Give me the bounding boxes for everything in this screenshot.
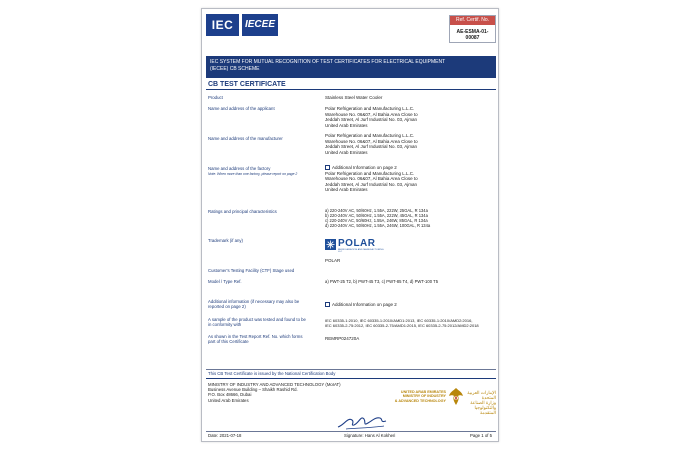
address-line: Polar Refrigeration and Manufacturing L.L.C. (325, 106, 415, 111)
standards-list (325, 318, 495, 328)
issued-by-statement: This CB Test Certificate is issued by the National Certification Body (208, 371, 336, 376)
checkbox-icon (325, 302, 330, 307)
factory-additional-info: Additional Information on page 2 (325, 165, 495, 171)
additional-info-label: Additional information (if necessary may also be reported on page 2) (208, 299, 300, 309)
signature-label: Signature: Hans Al Kokheri (344, 433, 396, 438)
ctf-label: Customer's Testing Facility (CTF) Stage used (208, 268, 295, 273)
banner-line-2: (IECEE) CB SCHEME (210, 66, 260, 72)
certificate-title: CB TEST CERTIFICATE (206, 80, 496, 90)
product-label: Product (208, 95, 223, 100)
ref-certificate-label: Ref. Certif. No. (450, 16, 495, 25)
address-line: Jeddah Street, Al Jurf Industrial No. 03, Ajman (325, 181, 418, 187)
address-line: United Arab Emirates (325, 122, 368, 128)
polar-logo (325, 239, 387, 251)
factory-block (325, 165, 495, 193)
polar-code: POLAR (325, 258, 341, 263)
divider (206, 369, 496, 370)
ratings-list (325, 208, 495, 228)
scheme-banner (206, 56, 496, 78)
certificate-date: Date: 2021-07-18 (208, 433, 242, 438)
handwritten-signature (336, 411, 390, 431)
address-line: Polar Refrigeration and Manufacturing L.L.C. (325, 170, 415, 176)
rating-item: b) 220-240V AC, 50/60Hz, 1.55A, 222W, 45GAL, R 134a (325, 213, 428, 218)
address-line: United Arab Emirates (325, 187, 368, 192)
product-value: Stainless Steel Water Cooler (325, 95, 383, 100)
factory-note: Note: When more than one factory, please report on page 2 (208, 172, 298, 176)
test-report-number: REMRP024720A (325, 336, 360, 341)
test-report-label: As shown in the Test Report Ref. No. which forms part of this Certificate (208, 334, 303, 344)
uae-ministry-name: UNITED ARAB EMIRATES MINISTRY OF INDUSTRY & ADVANCED TECHNOLOGY (394, 390, 446, 403)
address-line: Jeddah Street, Al Jurf Industrial No. 03, Ajman (325, 117, 418, 122)
ministry-country: United Arab Emirates (208, 397, 249, 403)
address-line: Jeddah Street, Al Jurf Industrial No. 03, Ajman (325, 144, 418, 149)
divider (206, 378, 496, 379)
applicant-address (325, 106, 495, 128)
ref-certificate-box (449, 15, 496, 43)
page-number: Page 1 of 5 (470, 433, 492, 438)
sample-conformity-label: A sample of the product was tested and found to be in conformity with (208, 317, 306, 327)
manufacturer-label: Name and address of the manufacturer (208, 136, 283, 141)
snowflake-icon (325, 239, 336, 250)
rating-item: c) 220-240V AC, 50/60Hz, 1.55A, 246W, 85GAL, R 134a (325, 218, 428, 223)
polar-logo-subtext: REFRIGERATION AND MANUFACTURING LLC (338, 249, 384, 253)
uae-ministry-name-arabic: الإمارات العربية المتحدة وزارة الصناعة والتكنولوجيا المتقدمة (467, 390, 496, 415)
ministry-address (208, 382, 341, 403)
standard-line: IEC 60335-2-75:2012, IEC 60335-2-75/AMD1:2015, IEC 60335-2-75:2012/AMD2:2018 (325, 323, 479, 328)
ministry-name: MINISTRY OF INDUSTRY AND ADVANCED TECHNOLOGY (MoIAT) (208, 382, 341, 387)
certificate-page (201, 8, 499, 442)
manufacturer-address (325, 133, 495, 155)
iec-logo: IEC (206, 14, 239, 36)
ministry-building: Business Avenue Building – Shaikh Rashid Rd. (208, 387, 298, 393)
ratings-label: Ratings and principal characteristics (208, 209, 277, 214)
address-line: Warehouse No. 06&07, Al Bahia Area Close to (325, 138, 418, 144)
address-line: Warehouse No. 06&07, Al Bahia Area Close to (325, 111, 418, 117)
ministry-po-box: P.O. Box 48666, Dubai (208, 392, 252, 398)
address-line: Warehouse No. 06&07, Al Bahia Area Close to (325, 176, 418, 181)
factory-label: Name and address of the factory (208, 166, 271, 171)
banner-line-1: IEC SYSTEM FOR MUTUAL RECOGNITION OF TEST CERTIFICATES FOR ELECTRICAL EQUIPMENT (210, 59, 446, 65)
divider (206, 431, 496, 432)
model-label: Model / Type Ref. (208, 279, 242, 284)
uae-emblem-icon (448, 387, 464, 407)
polar-logo-text: POLAR (338, 238, 376, 249)
iecee-logo: IECEE (242, 14, 278, 36)
address-line: Polar Refrigeration and Manufacturing L.L.C. (325, 133, 415, 138)
ref-certificate-number: AE-ESMA-01-00087 (456, 29, 489, 41)
rating-item: a) 220-240V AC, 50/60Hz, 1.55A, 222W, 25GAL, R 134a (325, 208, 428, 213)
address-line: United Arab Emirates (325, 149, 368, 155)
rating-item: d) 220-240V AC, 50/60Hz, 1.55A, 246W, 100GAL, R 134a (325, 223, 431, 228)
checkbox-icon (325, 165, 330, 170)
standard-line: IEC 60335-1:2010, IEC 60335-1:2010/AMD1:2013, IEC 60335-1:2010/AMD2:2016, (325, 318, 473, 323)
trademark-label: Trademark (if any) (208, 238, 243, 243)
applicant-label: Name and address of the applicant (208, 106, 275, 111)
model-value: a) PWT-25 T2, b) PWT-45 T3, c) PWT-85 T4, d) PWT-100 T5 (325, 279, 439, 284)
additional-info-value: Additional Information on page 2 (325, 302, 495, 308)
